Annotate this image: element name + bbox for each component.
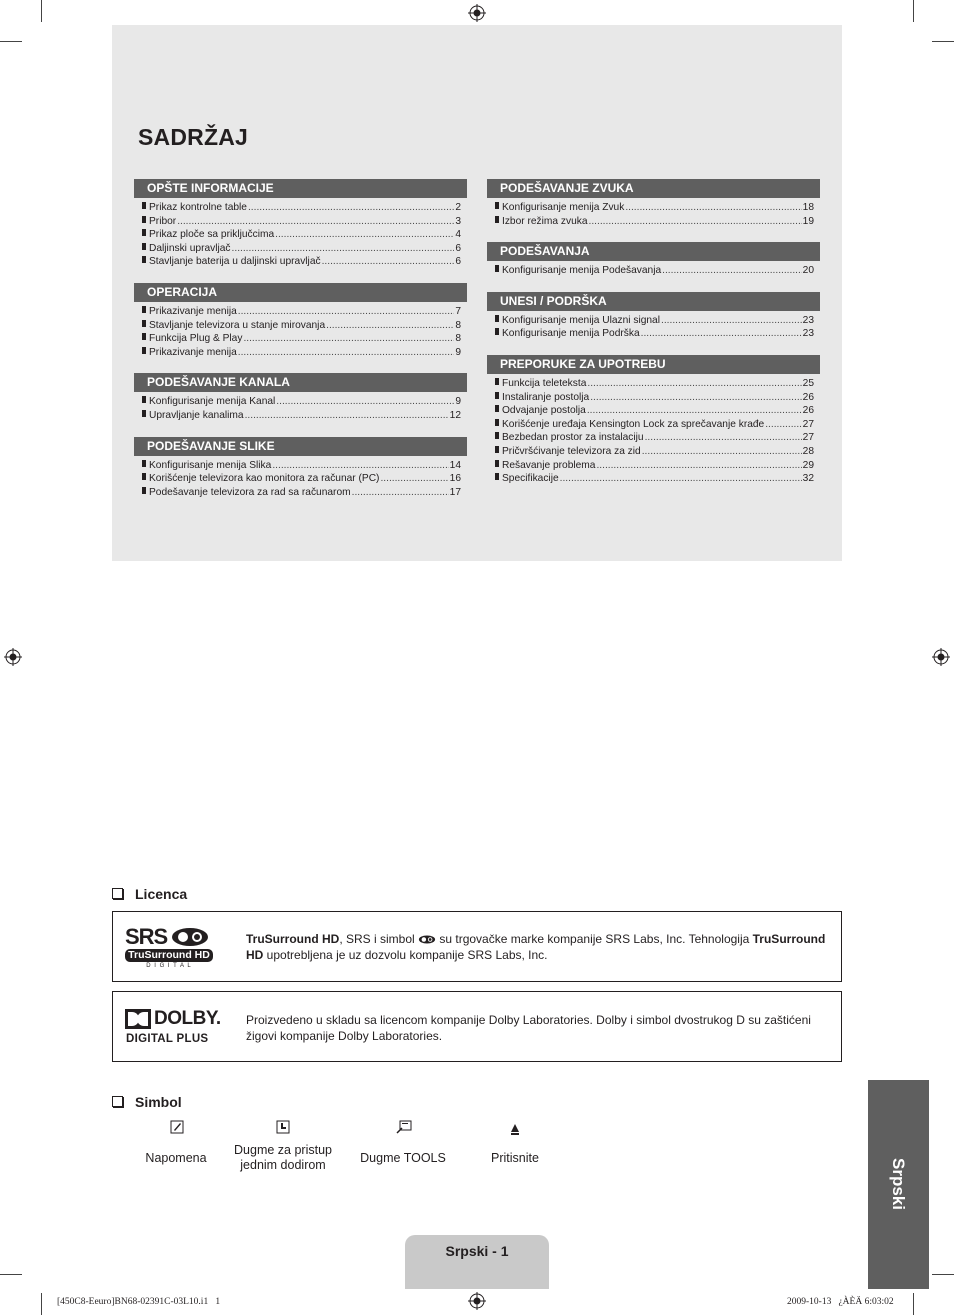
toc-entry[interactable] [487,377,820,391]
symbol-press: Pritisnite [491,1151,539,1165]
toc-entry[interactable] [134,486,467,500]
square-bullet-icon [142,320,146,327]
toc-entry-page: 19 [802,215,814,227]
dot-leader [243,332,454,346]
square-bullet-icon [495,432,499,439]
toc-entry-title: Prikazivanje menija [149,346,237,358]
toc-left-column [134,179,467,513]
square-bullet-icon [142,216,146,223]
toc-entry-title: Prikazivanje menija [149,305,237,317]
toc-entry[interactable] [134,472,467,486]
toc-entry-page: 23 [802,314,814,326]
square-bullet-icon [142,410,146,417]
dot-leader [587,377,801,391]
crop-mark [913,0,914,22]
square-bullet-icon [142,256,146,263]
crop-mark [932,41,954,42]
toc-entry-title: Konfigurisanje menija Zvuk [502,202,625,213]
toc-entry[interactable] [487,431,820,445]
srs-symbol-icon [170,927,210,947]
toc-entry-title: Korišćenje uređaja Kensington Lock za sprečavanje krađe [502,418,765,430]
toc-entry-title: Konfigurisanje menija Ulazni signal [502,314,660,326]
square-bullet-icon [142,229,146,236]
toc-entry-title: Specifikacije [502,473,559,485]
symbol-tools: Dugme TOOLS [360,1151,446,1165]
toc-entry-page: 16 [449,473,461,485]
toc-entry-page: 29 [802,459,814,471]
toc-entry[interactable] [487,201,820,215]
dot-leader [645,431,802,445]
toc-entry-page: 26 [802,391,814,403]
square-bullet-icon [495,378,499,385]
dot-leader [232,242,455,256]
toc-entry-title: Izbor režima zvuka [502,215,588,227]
dot-leader [641,327,802,341]
toc-section [134,437,467,500]
toc-entry-page: 20 [802,265,814,277]
toc-section-heading: PODEŠAVANJE KANALA [134,373,467,392]
one-touch-button-icon [276,1120,290,1134]
toc-entry-page: 23 [802,328,814,340]
toc-entry[interactable] [134,319,467,333]
square-bullet-icon [142,396,146,403]
toc-entry-title: Rešavanje problema [502,459,596,471]
checkbox-bullet-icon [112,1096,123,1107]
registration-mark-icon [932,648,950,666]
toc-entry-title: Prikaz kontrolne table [149,202,247,213]
dot-leader [560,472,802,486]
dot-leader [322,255,455,269]
toc-entry[interactable] [134,305,467,319]
toc-entry-page: 17 [449,486,461,498]
dot-leader [248,201,454,215]
toc-entry-page: 26 [802,405,814,417]
tools-button-icon [396,1120,412,1134]
dot-leader [238,346,455,360]
crop-mark [932,1274,954,1275]
dot-leader [238,305,455,319]
crop-mark [41,1293,42,1315]
toc-section-heading: PODEŠAVANJE SLIKE [134,437,467,456]
dot-leader [352,486,449,500]
toc-entry[interactable] [487,418,820,432]
square-bullet-icon [495,446,499,453]
toc-entry-title: Upravljanje kanalima [149,409,244,421]
dot-leader [177,215,454,229]
square-bullet-icon [495,265,499,272]
double-d-icon [125,1009,151,1029]
page-title: SADRŽAJ [138,124,249,150]
dot-leader [590,391,801,405]
toc-entry-title: Pribor [149,215,177,227]
registration-mark-icon [468,4,486,22]
crop-mark [913,1293,914,1315]
dot-leader [662,264,802,278]
square-bullet-icon [142,306,146,313]
toc-entry[interactable] [134,228,467,242]
toc-section-heading: PODEŠAVANJA [487,242,820,261]
checkbox-bullet-icon [112,888,123,899]
square-bullet-icon [142,243,146,250]
crop-mark [0,41,22,42]
toc-entry-page: 9 [455,396,461,408]
toc-entry-page: 8 [455,333,461,345]
toc-entry-page: 25 [802,377,814,389]
toc-entry[interactable] [487,264,820,278]
note-icon [170,1120,184,1134]
press-icon [509,1122,521,1136]
toc-entry-page: 18 [802,202,814,213]
square-bullet-icon [495,405,499,412]
toc-entry[interactable] [487,445,820,459]
toc-entry-page: 6 [455,242,461,254]
dot-leader [326,319,454,333]
dot-leader [661,314,802,328]
toc-entry[interactable] [134,332,467,346]
srs-symbol-icon [418,935,436,944]
toc-entry[interactable] [134,409,467,423]
toc-entry[interactable] [487,327,820,341]
toc-section [487,292,820,341]
square-bullet-icon [495,216,499,223]
toc-section-heading: OPERACIJA [134,283,467,302]
dot-leader [765,418,801,432]
toc-entry-title: Bezbedan prostor za instalaciju [502,432,644,444]
toc-section [487,242,820,278]
toc-entry-page: 9 [455,346,461,358]
symbol-note: Napomena [145,1151,207,1165]
square-bullet-icon [495,460,499,467]
toc-entry-page: 32 [802,473,814,485]
toc-entry-title: Konfigurisanje menija Kanal [149,396,276,408]
toc-entry-title: Konfigurisanje menija Podrška [502,328,640,340]
toc-entry[interactable] [134,395,467,409]
srs-licence-text: TruSurround HD, SRS i simbol su trgovačke marke kompanije SRS Labs, Inc. Tehnologija TruSurround HD upotrebljena je uz dozvolu kompanije SRS Labs, Inc. [246,932,826,962]
toc-entry-page: 27 [802,418,814,430]
toc-entry[interactable] [487,391,820,405]
toc-entry-page: 3 [455,215,461,227]
dolby-licence-text: Proizvedeno u skladu sa licencom kompanije Dolby Laboratories. Dolby i simbol dvostrukog D su zaštićeni žigovi kompanije Dolby Laboratories. [246,1013,811,1043]
toc-section [134,179,467,269]
toc-section [134,373,467,422]
page-number-tab [405,1235,549,1289]
square-bullet-icon [142,333,146,340]
square-bullet-icon [142,487,146,494]
registration-mark-icon [468,1292,486,1310]
toc-entry-title: Funkcija teleteksta [502,377,587,389]
toc-entry[interactable] [487,404,820,418]
dot-leader [380,472,448,486]
toc-entry-page: 28 [802,445,814,457]
toc-entry[interactable] [134,242,467,256]
toc-entry-page: 8 [455,319,461,331]
toc-entry-page: 7 [455,305,461,317]
square-bullet-icon [142,347,146,354]
dot-leader [625,201,801,215]
dolby-logo: DOLBY. DIGITAL PLUS [126,1008,221,1045]
toc-entry-title: Korišćenje televizora kao monitora za računar (PC) [149,473,380,485]
toc-entry-title: Funkcija Plug & Play [149,333,243,345]
toc-entry[interactable] [487,215,820,229]
toc-entry-page: 12 [449,409,461,421]
square-bullet-icon [142,202,146,209]
toc-entry-title: Stavljanje televizora u stanje mirovanja [149,319,326,331]
toc-entry-title: Pričvršćivanje televizora za zid [502,445,641,457]
toc-entry-page: 6 [455,256,461,268]
toc-entry[interactable] [134,215,467,229]
crop-mark [41,0,42,22]
footer-timestamp: 2009-10-13 ¿ÀÈÄ 6:03:02 [787,1297,894,1307]
toc-section [487,179,820,228]
toc-entry-title: Podešavanje televizora za rad sa računarom [149,486,351,498]
srs-logo: SRS TruSurround HD D I G I T A L [125,926,229,969]
toc-entry[interactable] [487,314,820,328]
dot-leader [276,395,454,409]
toc-entry-title: Daljinski upravljač [149,242,231,254]
dot-leader [272,459,448,473]
toc-entry[interactable] [134,201,467,215]
square-bullet-icon [142,473,146,480]
square-bullet-icon [495,392,499,399]
crop-mark [0,1274,22,1275]
toc-entry-page: 14 [449,459,461,471]
square-bullet-icon [495,202,499,209]
toc-section-heading: UNESI / PODRŠKA [487,292,820,311]
toc-entry-page: 2 [455,202,461,213]
dot-leader [275,228,454,242]
licence-heading: Licenca [112,886,187,902]
square-bullet-icon [495,328,499,335]
dot-leader [245,409,449,423]
toc-entry-page: 27 [802,432,814,444]
page-number: Srpski - 1 [445,1243,509,1259]
toc-entry[interactable] [487,472,820,486]
srs-licence-box [112,911,842,982]
dot-leader [596,459,801,473]
symbol-one-touch: Dugme za pristup jednim dodirom [234,1143,332,1172]
toc-right-column [487,179,820,500]
toc-entry-page: 4 [455,229,461,241]
toc-entry[interactable] [134,255,467,269]
language-side-tab: Srpski [868,1080,929,1289]
dot-leader [642,445,802,459]
toc-entry-title: Prikaz ploče sa priključcima [149,229,275,241]
footer-file-info: [450C8-Eeuro]BN68-02391C-03L10.i1 1 [57,1297,221,1307]
toc-entry-title: Odvajanje postolja [502,405,586,417]
toc-entry-title: Konfigurisanje menija Podešavanja [502,265,662,277]
square-bullet-icon [142,460,146,467]
toc-section-heading: PODEŠAVANJE ZVUKA [487,179,820,198]
toc-entry[interactable] [134,346,467,360]
registration-mark-icon [4,648,22,666]
toc-section-heading: OPŠTE INFORMACIJE [134,179,467,198]
toc-section-heading: PREPORUKE ZA UPOTREBU [487,355,820,374]
toc-entry-title: Instaliranje postolja [502,391,590,403]
toc-entry[interactable] [487,459,820,473]
dot-leader [587,404,802,418]
toc-entry-title: Stavljanje baterija u daljinski upravljač [149,256,321,268]
toc-section [134,283,467,359]
dolby-licence-box [112,991,842,1062]
square-bullet-icon [495,315,499,322]
symbol-heading: Simbol [112,1094,182,1110]
toc-section [487,355,820,486]
dot-leader [589,215,802,229]
square-bullet-icon [495,473,499,480]
toc-entry-title: Konfigurisanje menija Slika [149,459,272,471]
toc-entry[interactable] [134,459,467,473]
square-bullet-icon [495,419,499,426]
